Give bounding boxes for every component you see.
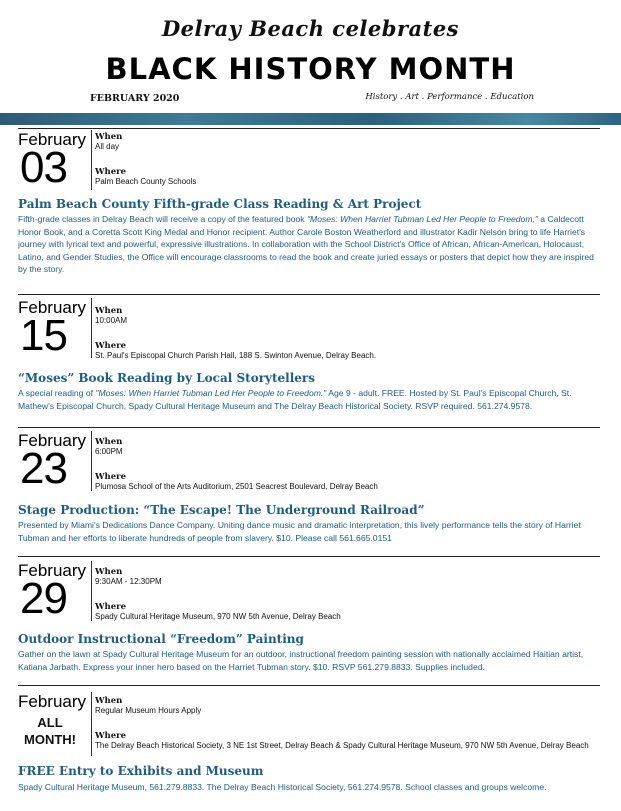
event-card: [18, 298, 600, 418]
event-meta: [95, 437, 378, 492]
event-meta: [95, 567, 341, 622]
where-label: Where: [95, 472, 127, 482]
event-description: Gather on the lawn at Spady Cultural Heritage Museum for an outdoor, instructional freedom painting session with nationally acclaimed Haitian artist, Katiana Jarbath. Express your inner hero based on the Harriet Tubman story. $10. RSVP 561.279.8833. Supplies included.: [18, 649, 584, 672]
event-description: Spady Cultural Heritage Museum, 561.279.8833. The Delray Beach Historical Society, 561.274.9578. School classes and groups welcome.: [18, 782, 547, 792]
event-card: [18, 431, 600, 551]
where-value: Plumosa School of the Arts Auditorium, 2501 Seacrest Boulevard, Delray Beach: [95, 482, 378, 491]
pillars-tagline: History . Art . Performance . Education: [365, 92, 534, 102]
event-card: [18, 561, 600, 681]
where-label: Where: [95, 341, 127, 351]
vertical-divider: [91, 561, 92, 621]
when-value: 6:00PM: [95, 447, 123, 456]
event-meta: [95, 132, 196, 187]
page-title: BLACK HISTORY MONTH: [105, 52, 516, 86]
when-value: Regular Museum Hours Apply: [95, 706, 202, 715]
event-day: ALL MONTH!: [24, 715, 76, 747]
event-title: Outdoor Instructional “Freedom” Painting: [18, 632, 304, 646]
where-label: Where: [95, 167, 127, 177]
when-label: When: [95, 567, 123, 577]
when-value: All day: [95, 142, 120, 151]
decorative-banner: [0, 113, 621, 125]
when-label: When: [95, 696, 123, 706]
vertical-divider: [91, 298, 92, 358]
event-card: [18, 130, 600, 290]
divider: [18, 427, 600, 428]
divider: [18, 556, 600, 557]
event-meta: [95, 306, 376, 361]
tagline: Delray Beach celebrates: [161, 16, 460, 41]
where-label: Where: [95, 602, 127, 612]
vertical-divider: [91, 692, 92, 756]
event-title: FREE Entry to Exhibits and Museum: [18, 764, 264, 778]
event-month: February: [18, 431, 87, 450]
when-label: When: [95, 437, 123, 447]
event-title: “Moses” Book Reading by Local Storytellers: [18, 371, 315, 385]
divider: [18, 294, 600, 295]
vertical-divider: [91, 130, 92, 190]
event-day: 15: [20, 311, 67, 360]
date-subtitle: FEBRUARY 2020: [90, 93, 180, 104]
event-description: Presented by Miami's Dedications Dance Company. Uniting dance music and dramatic interpretation, this lively performance tells the story of Harriet Tubman and her efforts to liberate hundreds of people from slavery. $10. Please call 561.665.0151: [18, 520, 581, 543]
where-label: Where: [95, 731, 127, 741]
when-value: 9:30AM - 12:30PM: [95, 577, 162, 586]
event-month: February: [18, 561, 87, 580]
page-header: [0, 0, 621, 114]
where-value: Spady Cultural Heritage Museum, 970 NW 5th Avenue, Delray Beach: [95, 612, 341, 621]
event-month: February: [18, 692, 87, 711]
event-day: 23: [20, 444, 67, 493]
event-description: A special reading of "Moses: When Harriet Tubman Led Her People to Freedom." Age 9 - adult. FREE. Hosted by St. Paul's Episcopal Church, St. Mathew's Episcopal Church, Spady Cultural Heritage Museum and The Delray Beach Historical Society. RSVP required. 561.274.9578.: [18, 388, 572, 411]
event-card: [18, 692, 600, 804]
where-value: St. Paul's Episcopal Church Parish Hall, 188 S. Swinton Avenue, Delray Beach.: [95, 351, 377, 360]
event-day: 03: [20, 143, 67, 192]
event-month: February: [18, 298, 87, 317]
where-value: The Delray Beach Historical Society, 3 NE 1st Street, Delray Beach & Spady Cultural Heritage Museum, 970 NW 5th Avenue, Delray Beach: [95, 741, 589, 750]
event-day: 29: [20, 574, 67, 623]
divider: [18, 685, 600, 686]
when-value: 10:00AM: [95, 316, 128, 325]
event-description: Fifth-grade classes in Delray Beach will receive a copy of the featured book "Moses: When Harriet Tubman Led Her People to Freedom," a Caldecott Honor Book, and a Coretta Scott King Medal and Honor recipient. Author Carole Boston Weatherford and illustrator Kadir Nelson bring to life Harriet's journey with lyrical text and powerful, expressive illustrations. In collaboration with the School District's Office of African, African-American, Holocaust, Latino, and Gender Studies, the Office will encourage classrooms to read the book and create juried essays or posters that depict how they are inspired by the story.: [18, 214, 594, 275]
where-value: Palm Beach County Schools: [95, 177, 197, 186]
event-title: Palm Beach County Fifth-grade Class Reading & Art Project: [18, 197, 422, 211]
event-meta: [95, 696, 589, 751]
event-month: February: [18, 130, 87, 149]
event-title: Stage Production: “The Escape! The Underground Railroad”: [18, 503, 425, 517]
when-label: When: [95, 306, 123, 316]
vertical-divider: [91, 431, 92, 491]
divider: [18, 128, 600, 129]
when-label: When: [95, 132, 123, 142]
